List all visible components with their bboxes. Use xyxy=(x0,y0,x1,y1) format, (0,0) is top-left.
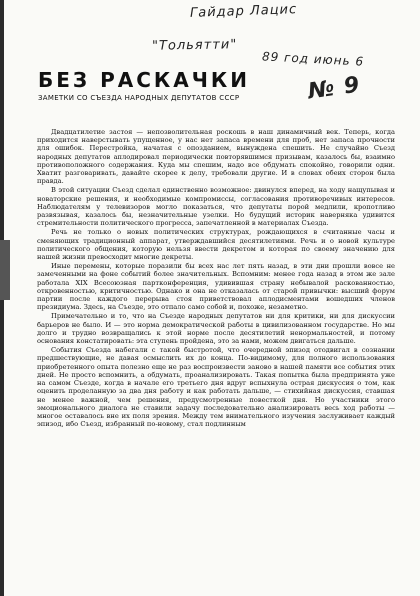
article-paragraph: Примечательно и то, что на Съезде народных депутатов ни для критики, ни для дискуссии барьеров не было. И — это норма демократической работы в цивилизованном государстве. Но мы долго и трудно возвращались к этой норме после десятилетий ненормальностей, и потому основания констатировать: эта ступень пройдена, это за нами, можем двигаться дальше. xyxy=(37,312,395,346)
article-paragraph: Речь не только о новых политических структурах, рождающихся в считанные часы и сменяющих традиционный аппарат, утверждавшийся десятилетиями. Речь и о новой культуре политического общения, которую нельзя ввести декретом и которая по своему значению для нашей жизни превосходит многие декреты. xyxy=(37,228,395,262)
scan-edge-mark xyxy=(0,240,10,300)
article-body xyxy=(37,128,395,429)
handwritten-source-note: "Тольятти" xyxy=(151,37,238,54)
article-title: БЕЗ РАСКАЧКИ xyxy=(38,68,250,92)
handwritten-date-note: 89 год июнь 6 xyxy=(261,49,365,69)
article-paragraph: Двадцатилетие застоя — непозволительная роскошь в наш динамичный век. Теперь, когда приходится наверстывать упущенное, у нас нет запаса времени для проб, нет запаса прочности для ошибок. Перестройка, начатая с опозданием, вынуждена спешить. Не случайно Съезд народных депутатов аплодировал периодически повторявшимся призывам, казалось бы, взаимно противоположного содержания. Куда мы спешим, надо все обдумать спокойно, говорили одни. Хватит разговаривать, давайте скорее к делу, требовали другие. И в словах обеих сторон была правда. xyxy=(37,128,395,186)
handwritten-number-note: № 9 xyxy=(306,72,362,105)
handwritten-author-note: Гайдар Лацис xyxy=(189,2,298,21)
article-paragraph: В этой ситуации Съезд сделал единственно возможное: двинулся вперед, на ходу нащупывая и новаторские решения, и необходимые компромиссы, согласования противоречивых интересов. Наблюдателям у телевизоров могло показаться, что депутаты порой медлили, кропотливо развязывая, казалось бы, незначительные узелки. Но будущий историк наверняка удивится стремительности политического прогресса, запечатленной в материалах Съезда. xyxy=(37,186,395,228)
article-subtitle: ЗАМЕТКИ СО СЪЕЗДА НАРОДНЫХ ДЕПУТАТОВ СССР xyxy=(38,94,240,102)
article-paragraph: События Съезда набегали с такой быстротой, что очередной эпизод отодвигал в сознании предшествующие, не давая осмыслить их до конца. По-видимому, для полного использования приобретенного опыта полезно еще не раз воспроизвести заново в нашей памяти все события этих дней. Не просто вспомнить, а обдумать, проанализировать. Такая попытка была предпринята уже на самом Съезде, когда в начале его третьего дня вдруг вспыхнула острая дискуссия о том, как оценить проделанную за два дня работу и как работать дальше, — стихийная дискуссия, ставшая не менее важной, чем решения, предусмотренные повесткой дня. Но участники этого эмоционального диалога не ставили задачу последовательно анализировать весь ход работы — многое оставалось вне их поля зрения. Между тем внимательного изучения заслуживает каждый эпизод, ибо Съезд, избранный по-новому, стал подлинным xyxy=(37,346,395,429)
article-paragraph: Иные перемены, которые поразили бы всех нас лет пять назад, в эти дни прошли вовсе не замеченными на фоне событий более значительных. Вспомним: менее года назад в этом же зале работала XIX Всесоюзная партконференция, удивившая страну небывалой раскованностью, откровенностью, критичностью. Однако и она не отказалась от старой привычки: высший форум партии после каждого перерыва стоя приветствовал аплодисментами вошедших членов президиума. Здесь, на Съезде, это отпало само собой и, похоже, незаметно. xyxy=(37,262,395,312)
